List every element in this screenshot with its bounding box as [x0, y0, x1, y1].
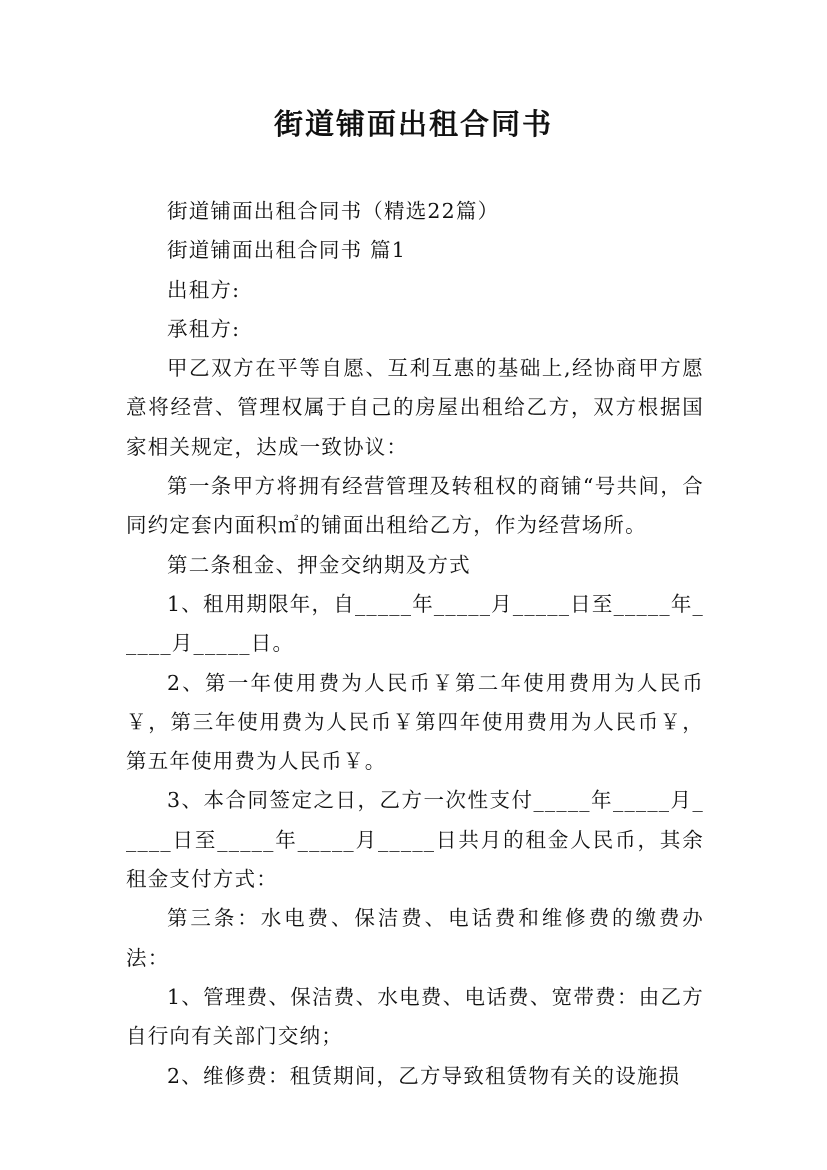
document-body	[126, 192, 704, 1096]
paragraph-article-3-heading: 第三条：水电费、保洁费、电话费和维修费的缴费办法：	[126, 906, 704, 970]
document-title: 街道铺面出租合同书	[273, 107, 553, 141]
paragraph-section-heading: 街道铺面出租合同书 篇1	[167, 238, 406, 263]
paragraph-management-fees: 1、管理费、保洁费、水电费、电话费、宽带费：由乙方自行向有关部门交纳；	[126, 984, 704, 1049]
paragraph-article-1: 第一条甲方将拥有经营管理及转租权的商铺“号共间，合同约定套内面积㎡的铺面出租给乙方，作为经营场所。	[126, 474, 704, 538]
paragraph-collection-title: 街道铺面出租合同书（精选22篇）	[167, 199, 500, 223]
paragraph-preamble: 甲乙双方在平等自愿、互利互惠的基础上,经协商甲方愿意将经营、管理权属于自己的房屋出租给乙方，双方根据国家相关规定，达成一致协议：	[126, 356, 704, 459]
paragraph-lessor: 出租方:	[167, 277, 241, 302]
paragraph-article-2-heading: 第二条租金、押金交纳期及方式	[167, 552, 471, 577]
paragraph-maintenance-fees: 2、维修费：租赁期间，乙方导致租赁物有关的设施损	[167, 1063, 681, 1088]
paragraph-usage-fees: 2、第一年使用费为人民币￥第二年使用费用为人民币￥，第三年使用费为人民币￥第四年使用费用为人民币￥，第五年使用费为人民币￥。	[126, 670, 704, 774]
paragraph-lease-term: 1、租用期限年，自_____年_____月_____日至_____年_____月_____日。	[126, 591, 704, 656]
paragraph-lessee: 承租方:	[167, 316, 241, 341]
paragraph-payment: 3、本合同签定之日，乙方一次性支付_____年_____月_____日至_____年_____月_____日共月的租金人民币，其余租金支付方式：	[126, 788, 704, 892]
